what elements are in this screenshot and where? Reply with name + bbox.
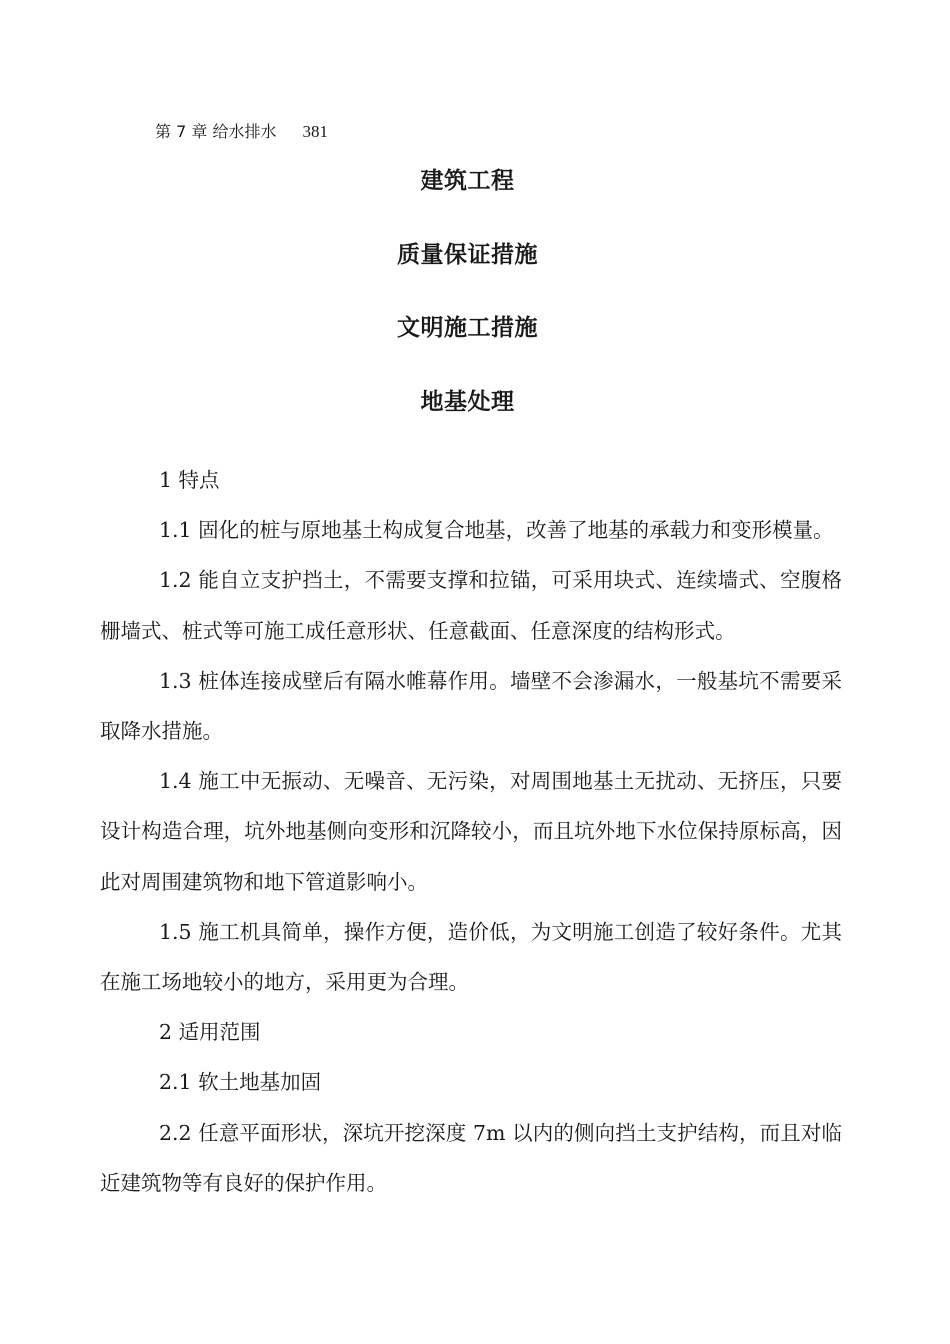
paragraph: 1.2 能自立支护挡土，不需要支撑和拉锚，可采用块式、连续墙式、空腹格栅墙式、桩式等可施工成任意形状、任意截面、任意深度的结构形式。 (100, 568, 842, 643)
page-number: 381 (302, 122, 328, 141)
body-text (100, 455, 842, 1208)
paragraph: 2.2 任意平面形状，深坑开挖深度 7m 以内的侧向挡土支护结构，而且对临近建筑物等有良好的保护作用。 (100, 1120, 842, 1195)
paragraph: 2.1 软土地基加固 (159, 1070, 322, 1095)
paragraph: 1.1 固化的桩与原地基土构成复合地基，改善了地基的承载力和变形模量。 (159, 518, 834, 543)
section-heading-features: 1 特点 (159, 468, 220, 492)
paragraph: 1.4 施工中无振动、无噪音、无污染，对周围地基土无扰动、无挤压，只要设计构造合理，坑外地基侧向变形和沉降较小，而且坑外地下水位保持原标高，因此对周围建筑物和地下管道影响小。 (100, 769, 842, 894)
heading-quality-assurance: 质量保证措施 (397, 242, 538, 268)
paragraph: 1.3 桩体连接成壁后有隔水帷幕作用。墙壁不会渗漏水，一般基坑不需要采取降水措施。 (100, 668, 842, 744)
paragraph: 1.5 施工机具简单，操作方便，造价低，为文明施工创造了较好条件。尤其在施工场地较小的地方，采用更为合理。 (100, 919, 842, 995)
chapter-title: 第 7 章 给水排水 (155, 122, 277, 141)
heading-construction: 建筑工程 (420, 168, 515, 194)
running-header (155, 122, 328, 142)
section-heading-scope: 2 适用范围 (159, 1020, 261, 1045)
heading-civilized-construction: 文明施工措施 (397, 315, 538, 341)
heading-foundation-treatment: 地基处理 (420, 389, 515, 415)
